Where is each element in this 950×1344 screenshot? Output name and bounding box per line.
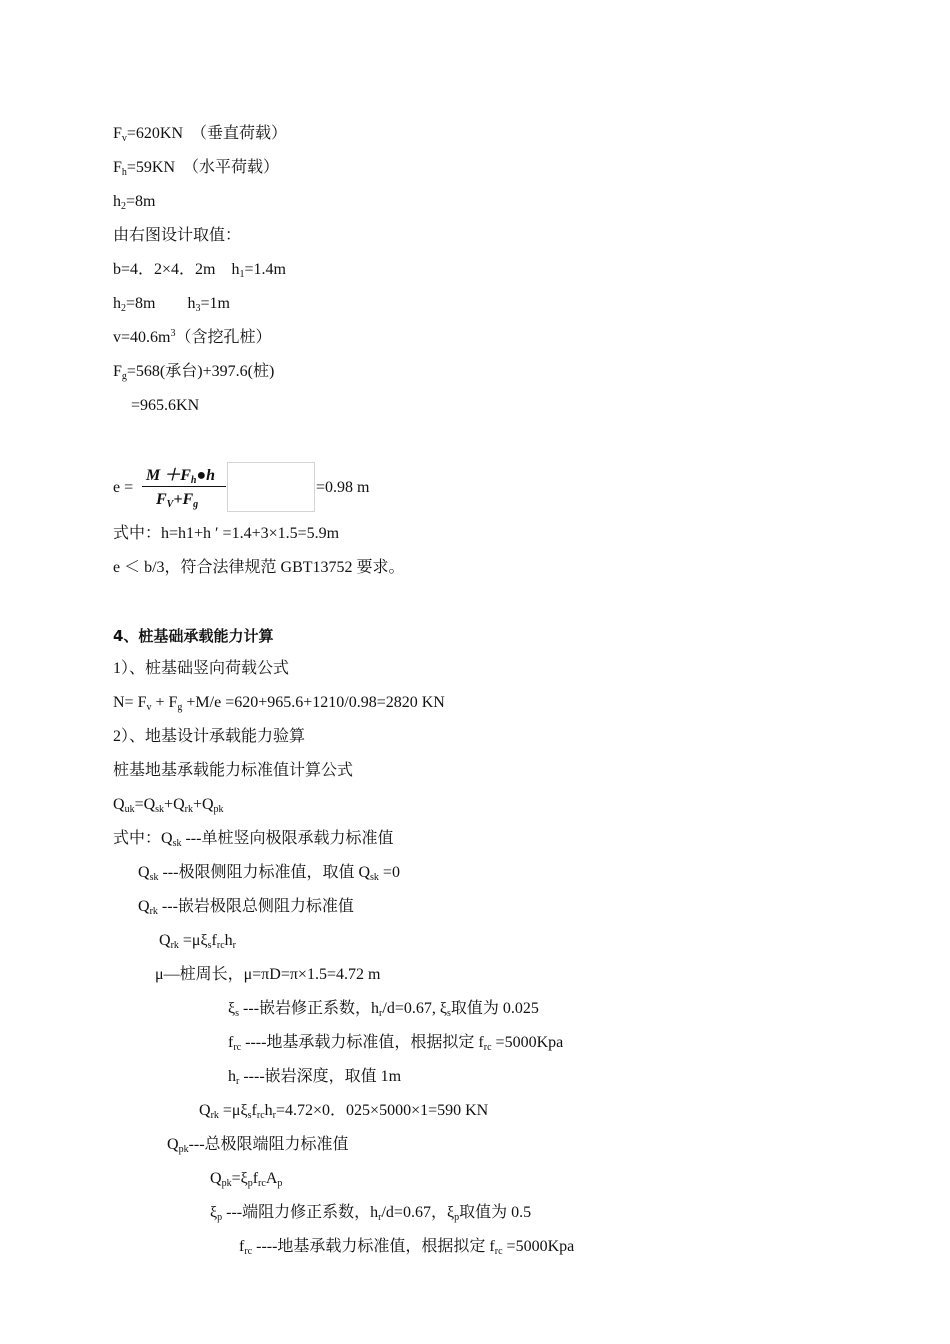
line-qsk: $Q_{sk}$ ---极限侧阻力标准值，取值 $Q_{sk} =0$: [138, 864, 400, 883]
eccentricity-formula: [142, 460, 228, 514]
line-fv: $F_v=620KN$ （垂直荷载）: [113, 125, 288, 144]
line-fh: $F_h=59KN$ （水平荷载）: [113, 159, 280, 178]
line-qrk-calc: $Q_{rk} =\mu\xi_sf_{rc}h_r=4.72\times 0$．025×5000×1=590 KN: [199, 1102, 489, 1121]
line-v: $v=40.6m^3$（含挖孔桩）: [113, 328, 272, 346]
line-std: 桩基地基承载能力标准值计算公式: [113, 762, 354, 779]
line-qrk-def: $Q_{rk}$ ---嵌岩极限总侧阻力标准值: [138, 898, 354, 917]
line-fg: $F_g=568$(承台)+397.6(桩): [113, 363, 275, 382]
line-xip: $\xi_p$ ---端阻力修正系数，$h_r/d=0.67$，$\xi_p$取值为 0.5: [210, 1204, 532, 1223]
line-b: b=4．2×4．2m $h_1=1.4m$: [113, 261, 286, 280]
line-qsk-def: 式中：$Q_{sk}$ ---单桩竖向极限承载力标准值: [113, 830, 394, 849]
line-xis: $\xi_s$ ---嵌岩修正系数，$h_r/d=0.67$, $\xi_s$取值为 0.025: [228, 1000, 539, 1019]
line-s1: 1）、桩基础竖向荷载公式: [113, 660, 290, 677]
line-qpk-formula: $Q_{pk}=\xi_pf_{rc}A_p$: [210, 1170, 283, 1189]
line-qpk-def: $Q_{pk}---$总极限端阻力标准值: [167, 1136, 349, 1155]
line-frc-1: $f_{rc}$ ----地基承载力标准值，根据拟定 $f_{rc} =5000Kpa$: [228, 1034, 564, 1053]
line-h2-h3: $h_2=8m$ $h_3=1m$: [113, 295, 230, 314]
e-label: e =: [113, 479, 134, 496]
blank-image-box: [227, 462, 315, 512]
fraction-bar: [142, 486, 226, 487]
line-e-check: e ＜ b/3，符合法律规范 GBT13752 要求。: [113, 559, 405, 576]
line-mu: μ—桩周长，μ=πD=π×1.5=4.72 m: [155, 966, 381, 983]
formula-denominator: $F_V+F_g$: [156, 491, 199, 510]
line-quk: $Q_{uk}=Q_{sk}+Q_{rk}+Q_{pk}$: [113, 796, 224, 815]
line-s2: 2）、地基设计承载能力验算: [113, 728, 306, 745]
line-h-calc: 式中：h=h1+h ′ =1.4+3×1.5=5.9m: [113, 525, 340, 542]
line-hr: $h_r$ ----嵌岩深度，取值 1m: [228, 1068, 402, 1087]
section-heading-4: 4、桩基础承载能力计算: [113, 627, 274, 645]
line-fg-total: =965.6KN: [131, 397, 200, 414]
line-design: 由右图设计取值：: [113, 227, 242, 244]
line-qrk-formula: $Q_{rk} =\mu\xi_sf_{rc}h_r$: [159, 932, 236, 951]
e-value: =0.98 m: [316, 479, 370, 496]
line-frc-2: $f_{rc}$ ----地基承载力标准值，根据拟定 $f_{rc} =5000Kpa$: [239, 1238, 575, 1257]
line-h2: $h_2=8m$: [113, 193, 156, 212]
line-n: $N= F_v + F_g +M/e =620+965.6+1210/0.98=2820$ KN: [113, 694, 445, 713]
formula-numerator: $M +F_h●h$: [146, 467, 216, 486]
